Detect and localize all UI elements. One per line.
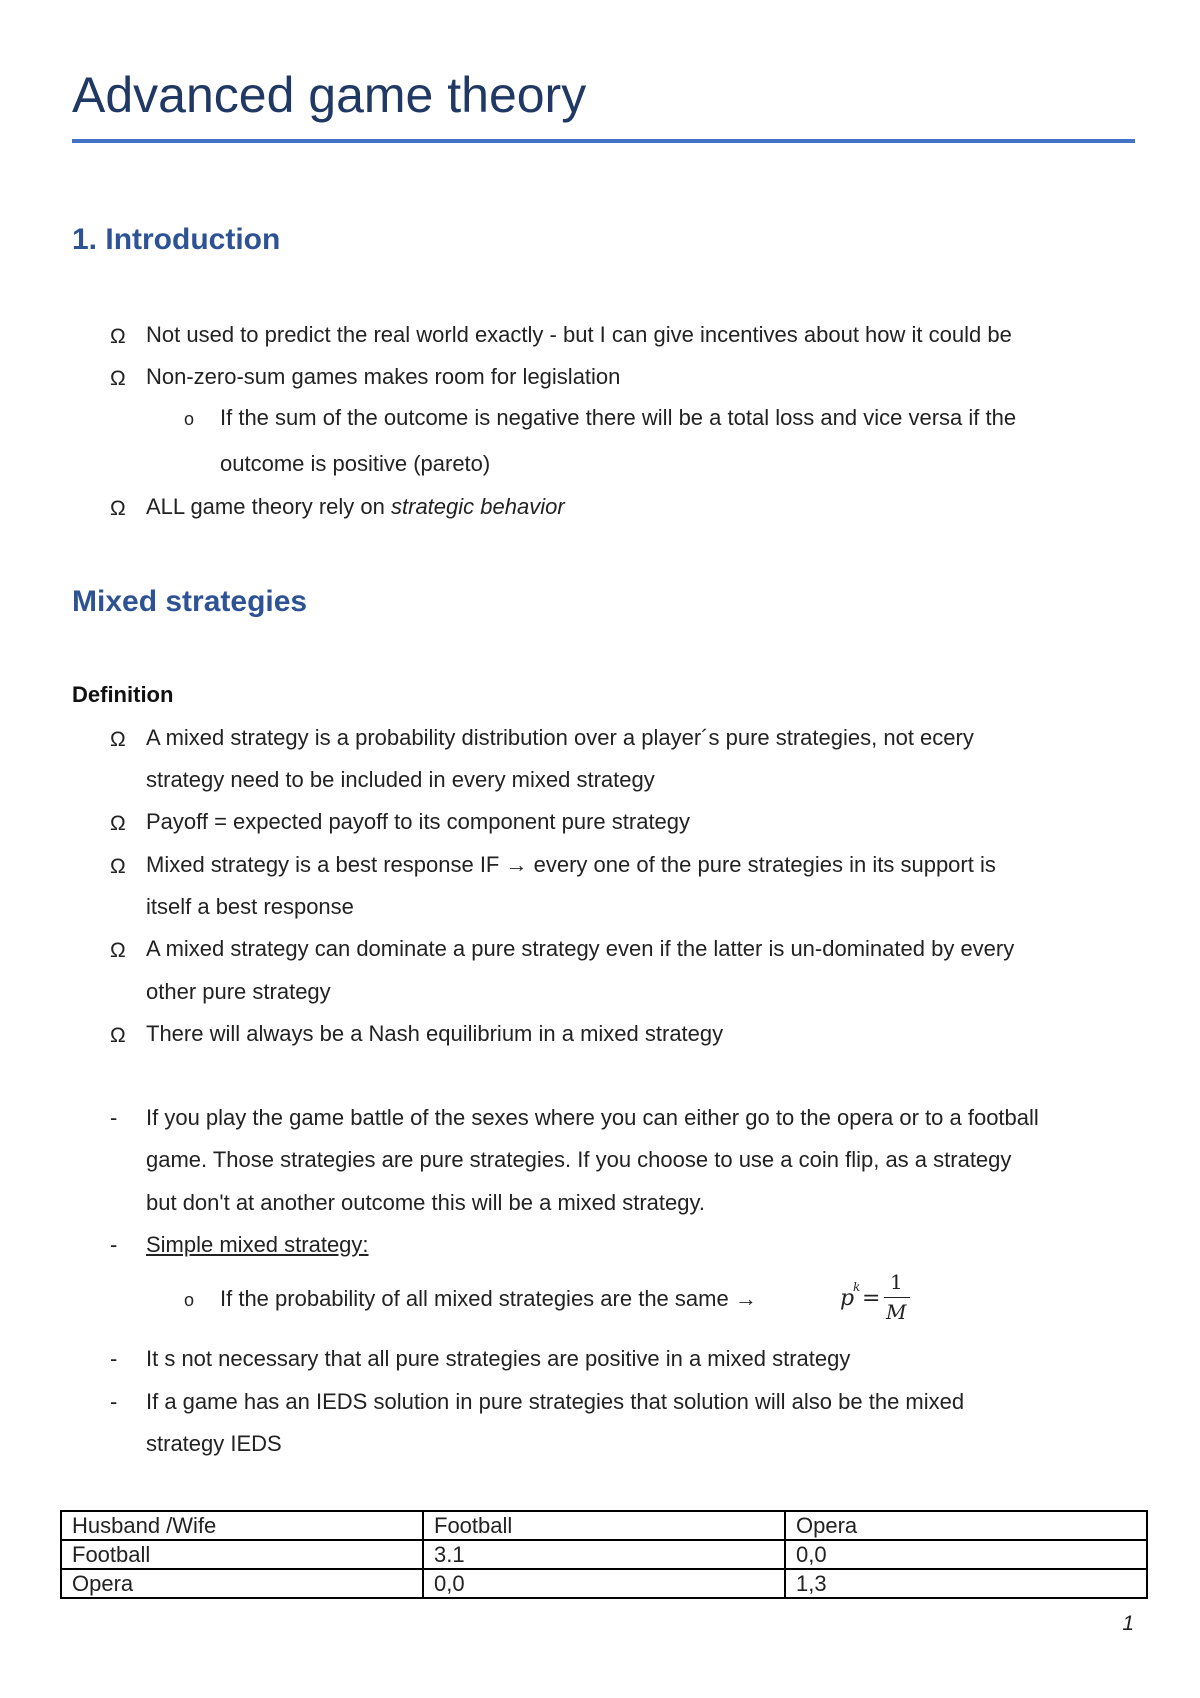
definition-item-1-line-2: strategy need to be included in every mixed strategy	[146, 767, 655, 792]
example-line-3: but don't at another outcome this will be a mixed strategy.	[146, 1190, 705, 1215]
intro-item-1: Not used to predict the real world exactly - but I can give incentives about how it could be	[146, 322, 1012, 347]
bullet-omega-icon: Ω	[110, 939, 126, 962]
table-header-cell: Husband /Wife	[61, 1511, 423, 1540]
bullet-omega-icon: Ω	[110, 325, 126, 348]
simple-mixed-subitem: If the probability of all mixed strategies are the same →	[220, 1286, 757, 1311]
table-cell: Football	[61, 1540, 423, 1569]
subheading-definition: Definition	[72, 682, 174, 707]
intro-item-3: ALL game theory rely on strategic behavior	[146, 494, 565, 519]
dash-bullet: -	[110, 1346, 118, 1371]
right-arrow-icon: →	[505, 852, 528, 877]
sub-bullet-circle-icon: o	[184, 1290, 195, 1310]
note-item-2-line-1: If a game has an IEDS solution in pure strategies that solution will also be the mixed	[146, 1389, 965, 1414]
definition-item-3-line-1: Mixed strategy is a best response IF → every one of the pure strategies in its support is	[146, 852, 996, 877]
table-cell: Opera	[61, 1569, 423, 1598]
bullet-omega-icon: Ω	[110, 497, 126, 520]
table-header-cell: Football	[423, 1511, 785, 1540]
title-underline	[72, 139, 1135, 143]
formula-equals: =	[862, 1286, 881, 1311]
bullet-omega-icon: Ω	[110, 1024, 126, 1047]
document-title: Advanced game theory	[72, 67, 587, 123]
note-item-1: It s not necessary that all pure strategies are positive in a mixed strategy	[146, 1346, 851, 1371]
table-header-cell: Opera	[785, 1511, 1147, 1540]
definition-item-2: Payoff = expected payoff to its component pure strategy	[146, 809, 691, 834]
dash-bullet: -	[110, 1389, 118, 1414]
dash-bullet: -	[110, 1232, 118, 1257]
intro-subitem-line-2: outcome is positive (pareto)	[220, 451, 491, 476]
bullet-omega-icon: Ω	[110, 812, 126, 835]
definition-item-5: There will always be a Nash equilibrium in a mixed strategy	[146, 1021, 724, 1046]
bullet-omega-icon: Ω	[110, 728, 126, 751]
example-line-1: If you play the game battle of the sexes where you can either go to the opera or to a football	[146, 1105, 1039, 1130]
formula-superscript: k	[853, 1280, 861, 1294]
right-arrow-icon: →	[734, 1286, 757, 1311]
formula-p: p	[840, 1286, 855, 1311]
probability-formula	[840, 1270, 920, 1330]
section-heading-mixed-strategies: Mixed strategies	[72, 585, 308, 618]
simple-mixed-strategy-label: Simple mixed strategy:	[146, 1232, 369, 1257]
italic-emphasis: strategic behavior	[391, 494, 565, 519]
table-row	[61, 1569, 1147, 1598]
sub-bullet-circle-icon: o	[184, 409, 195, 429]
bullet-omega-icon: Ω	[110, 855, 126, 878]
definition-item-3-line-2: itself a best response	[146, 894, 354, 919]
definition-item-1-line-1: A mixed strategy is a probability distribution over a player´s pure strategies, not ecery	[146, 725, 974, 750]
example-line-2: game. Those strategies are pure strategies. If you choose to use a coin flip, as a strategy	[146, 1147, 1012, 1172]
page-number: 1	[1122, 1612, 1134, 1635]
underline-spacer	[118, 1232, 145, 1258]
table-header-row	[61, 1511, 1147, 1540]
table-cell: 0,0	[423, 1569, 785, 1598]
formula-denominator: M	[886, 1300, 907, 1324]
section-heading-introduction: 1. Introduction	[72, 223, 281, 256]
bullet-omega-icon: Ω	[110, 367, 126, 390]
note-item-2-line-2: strategy IEDS	[146, 1431, 282, 1456]
formula-numerator: 1	[890, 1270, 903, 1294]
table-cell: 0,0	[785, 1540, 1147, 1569]
table-row	[61, 1540, 1147, 1569]
definition-item-4-line-1: A mixed strategy can dominate a pure strategy even if the latter is un-dominated by every	[146, 936, 1015, 961]
definition-item-4-line-2: other pure strategy	[146, 979, 331, 1004]
fraction-bar	[884, 1297, 910, 1298]
table-cell: 1,3	[785, 1569, 1147, 1598]
dash-bullet: -	[110, 1105, 118, 1130]
intro-subitem-line-1: If the sum of the outcome is negative there will be a total loss and vice versa if the	[220, 405, 1017, 430]
table-cell: 3.1	[423, 1540, 785, 1569]
payoff-matrix-table	[60, 1510, 1148, 1599]
intro-item-2: Non-zero-sum games makes room for legislation	[146, 364, 621, 389]
